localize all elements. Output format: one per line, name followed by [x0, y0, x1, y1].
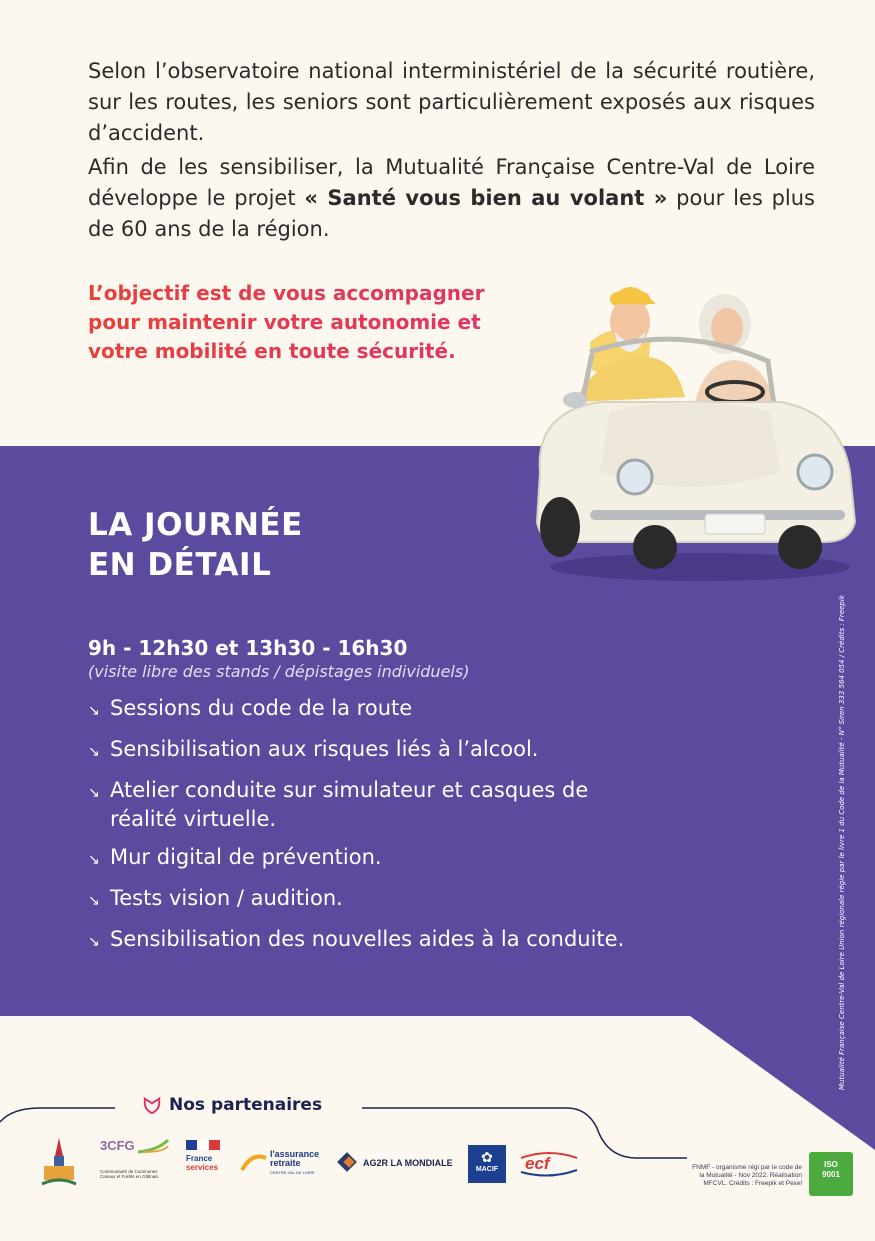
logo-assurance-swoosh [240, 1152, 268, 1174]
arrow-down-right-icon: ↘ [88, 744, 100, 760]
seniors-car-illustration [520, 262, 860, 592]
logo-france-services-line-2: services [186, 1163, 219, 1172]
logo-3cfg [100, 1138, 170, 1194]
logo-3cfg-text: Communauté de Communes Canaux et Forêts en Gâtinais [100, 1169, 159, 1179]
heart-icon [143, 1096, 161, 1114]
logo-church [40, 1136, 78, 1192]
partners-title [143, 1095, 322, 1115]
logo-macif [468, 1145, 506, 1183]
activities-list [88, 694, 728, 966]
arrow-down-right-icon: ↘ [88, 785, 100, 801]
list-item [88, 843, 728, 875]
intro-paragraph-2-start: Afin de les sensibiliser, la Mutualité Française Centre-Val de Loire développe le projet [88, 155, 815, 210]
objective-line-3: votre mobilité en toute sécurité. [88, 339, 456, 363]
section-title-line-2: EN DÉTAIL [88, 547, 272, 583]
logo-ag2r-text: AG2R LA MONDIALE [363, 1158, 453, 1168]
footer-legal-note: FNMF - organisme régi par le code de la Mutualité - Nov 2022. Réalisation MFCVL. Crédits : Freepik et Pexel [692, 1164, 802, 1187]
activity-label: Atelier conduite sur simulateur et casques de réalité virtuelle. [110, 778, 589, 831]
logo-3cfg-short: 3CFG [100, 1138, 135, 1153]
logo-assurance-retraite [240, 1150, 325, 1180]
arrow-down-right-icon: ↘ [88, 934, 100, 950]
opening-hours-note: (visite libre des stands / dépistages individuels) [88, 662, 470, 681]
logo-assurance-line-2: retraite [270, 1158, 301, 1168]
activity-label: Sensibilisation des nouvelles aides à la conduite. [110, 927, 625, 951]
list-item [88, 884, 728, 916]
activity-label: Mur digital de prévention. [110, 845, 382, 869]
logo-ag2r [337, 1152, 457, 1174]
opening-hours: 9h - 12h30 et 13h30 - 16h30 [88, 636, 408, 660]
logo-ecf-text: ecf [525, 1154, 550, 1173]
iso-label: ISO [824, 1160, 838, 1169]
arrow-down-right-icon: ↘ [88, 703, 100, 719]
intro-paragraph-2-end: pour les plus de 60 ans de la région. [88, 186, 815, 241]
logo-france-services-line-1: France [186, 1154, 213, 1163]
section-title [88, 505, 303, 585]
logo-ecf [517, 1150, 579, 1178]
project-name: « Santé vous bien au volant » [304, 186, 668, 210]
logo-macif-mark: ✿ [481, 1149, 493, 1165]
activity-label: Sensibilisation aux risques liés à l’alcool. [110, 737, 539, 761]
iso-certification-badge [809, 1152, 853, 1196]
list-item [88, 735, 728, 767]
logo-ag2r-mark [337, 1152, 359, 1174]
list-item [88, 925, 728, 957]
arrow-down-right-icon: ↘ [88, 893, 100, 909]
objective-line-2: pour maintenir votre autonomie et [88, 310, 481, 334]
side-legal-text: Mutualité Française Centre-Val de Loire Union régionale régie par le livre 1 du Code de la Mutualité - N° Siren 333 564 054 / Crédits : Freepik [838, 595, 846, 1090]
section-title-line-1: LA JOURNÉE [88, 507, 303, 543]
logo-france-services [186, 1140, 228, 1190]
intro-paragraph-1: Selon l’observatoire national interministériel de la sécurité routière, sur les routes, les seniors sont particulièrement exposés aux risques d’accident. [88, 59, 815, 145]
activity-label: Sessions du code de la route [110, 696, 413, 720]
iso-number: 9001 [822, 1170, 840, 1179]
objective-line-1: L’objectif est de vous accompagner [88, 281, 485, 305]
partners-title-text: Nos partenaires [169, 1095, 323, 1115]
list-item [88, 694, 728, 726]
logo-assurance-line-3: CENTRE-VAL DE LOIRE [270, 1170, 315, 1175]
activity-label: Tests vision / audition. [110, 886, 343, 910]
logo-assurance-line-1: l'assurance [270, 1149, 320, 1159]
arrow-down-right-icon: ↘ [88, 852, 100, 868]
list-item [88, 776, 728, 834]
logo-macif-text: MACIF [475, 1166, 499, 1173]
